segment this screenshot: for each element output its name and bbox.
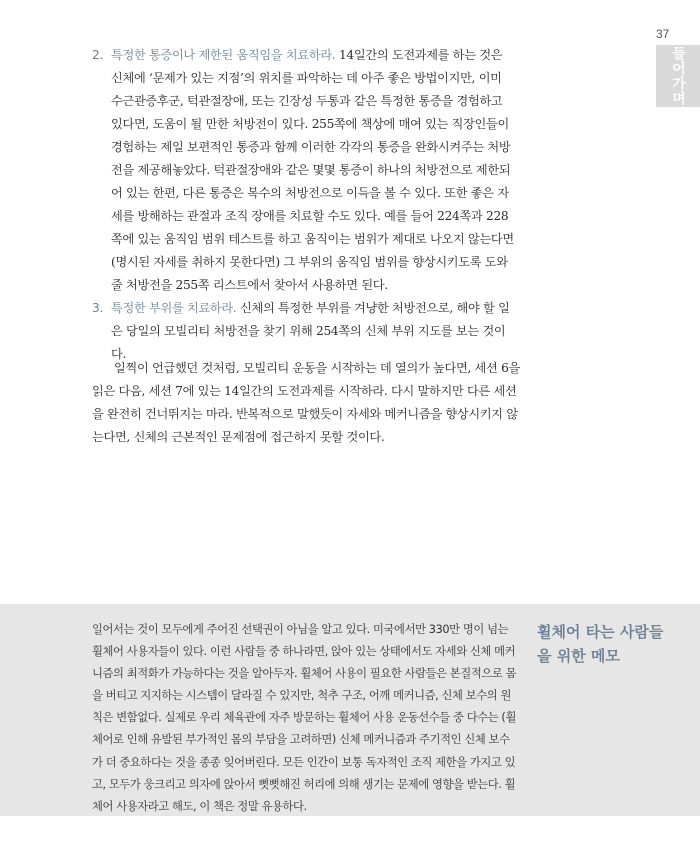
list-item-text: 신체의 특정한 부위를 겨냥한 처방전으로, 해야 할 일은 당일의 모빌리티 처방전을 찾기 위해 254쪽의 신체 부위 지도를 보는 것이다. [111, 301, 510, 361]
memo-box [0, 604, 700, 816]
list-item-text: 14일간의 도전과제를 하는 것은 신체에 ‘문제가 있는 지점’의 위치를 파악하는 데 아주 좋은 방법이지만, 이미 수근관증후군, 턱관절장애, 또는 긴장성 두통과 같은 특정한 통증을 경험하고 있다면, 도움이 될 만한 처방전이 있다. 255쪽에 책상에 매여 있는 직장인들이 경험하는 제일 보편적인 통증과 함께 이러한 각각의 통증을 완화시켜주는 처방전을 제공해놓았다. 턱관절장애와 같은 몇몇 통증이 하나의 처방전으로 제한되어 있는 한편, 다른 통증은 복수의 처방전으로 이득을 볼 수 있다. 또한 좋은 자세를 방해하는 관절과 조직 장애를 치료할 수도 있다. 예를 들어 224쪽과 228쪽에 있는 움직임 범위 테스트를 하고 움직이는 범위가 제대로 나오지 않는다면(명시된 자세를 취하지 못한다면) 그 부위의 움직임 범위를 향상시키도록 도와줄 처방전을 255쪽 리스트에서 찾아서 사용하면 된다. [111, 48, 514, 292]
memo-body: 일어서는 것이 모두에게 주어진 선택권이 아님을 알고 있다. 미국에서만 330만 명이 넘는 휠체어 사용자들이 있다. 이런 사람들 중 하나라면, 앉아 있는 상태에서도 자세와 신체 메커니즘의 최적화가 가능하다는 것을 알아두자. 휠체어 사용이 필요한 사람들은 본질적으로 몸을 버티고 지지하는 시스템이 달라질 수 있지만, 척추 구조, 어깨 메커니즘, 신체 보수의 원칙은 변함없다. 실제로 우리 체육관에 자주 방문하는 휠체어 사용 운동선수들 중 다수는 (휠체어로 인해 유발된 부가적인 몸의 부담을 고려하면) 신체 메커니즘과 주기적인 신체 보수가 더 중요하다는 것을 종종 잊어버린다. 모든 인간이 보통 독자적인 조직 제한을 가지고 있고, 모두가 웅크리고 의자에 앉아서 뻣뻣해진 허리에 의해 생기는 문제에 영향을 받는다. 휠체어 사용자라고 해도, 이 책은 정말 유용하다. [92, 623, 517, 813]
list-item-content [111, 297, 515, 366]
page-number: 37 [656, 27, 670, 41]
list-item-2 [92, 44, 515, 297]
section-tab-label: 들어가며 [670, 46, 686, 106]
list-item-lead: 특정한 통증이나 제한된 움직임을 치료하라. [111, 48, 336, 62]
section-tab [656, 45, 700, 107]
list-item-content [111, 44, 515, 297]
list-item-number: 3. [92, 301, 104, 315]
list-item-lead: 특정한 부위를 치료하라. [111, 301, 237, 315]
list-item-number: 2. [92, 48, 104, 62]
memo-title: 휠체어 타는 사람들을 위한 메모 [537, 623, 664, 665]
list-item-3 [92, 297, 515, 366]
body-paragraph: 일찍이 언급했던 것처럼, 모빌리티 운동을 시작하는 데 열의가 높다면, 세션 6을 읽은 다음, 세션 7에 있는 14일간의 도전과제를 시작하라. 다시 말하지만 다른 세션을 완전히 건너뛰지는 마라. 반복적으로 말했듯이 자세와 메커니즘을 향상시키지 않는다면, 신체의 근본적인 문제점에 접근하지 못할 것이다. [92, 361, 521, 444]
